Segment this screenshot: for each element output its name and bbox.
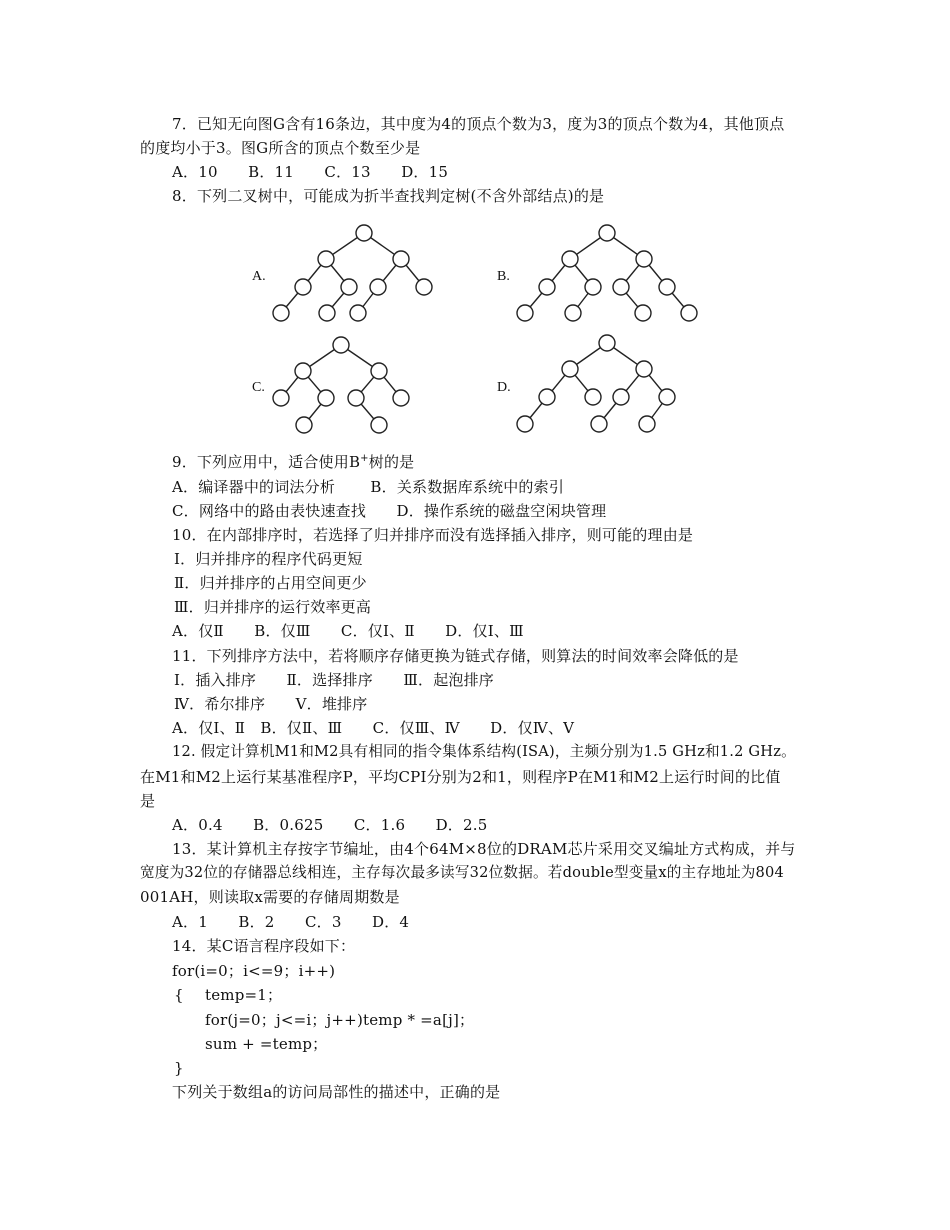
tree-b-label: B. <box>497 269 510 284</box>
q10-item1: Ⅰ．归并排序的程序代码更短 <box>174 550 363 568</box>
q14-tail: 下列关于数组a的访问局部性的描述中，正确的是 <box>172 1083 501 1101</box>
q14-code3: for(j=0；j<=i；j++)temp * =a[j]； <box>205 1011 475 1029</box>
q14-code2: temp=1； <box>205 986 283 1004</box>
q14-stem: 14．某C语言程序段如下： <box>172 937 356 955</box>
q13-line2: 宽度为32位的存储器总线相连，主存每次最多读写32位数据。若double型变量x的主存地址为804 <box>140 864 784 881</box>
q10-options: A．仅Ⅱ B．仅Ⅲ C．仅Ⅰ、Ⅱ D．仅Ⅰ、Ⅲ <box>172 622 524 640</box>
tree-c-label: C. <box>252 380 265 395</box>
q9-stem-pre: 9．下列应用中，适合使用B <box>172 453 361 471</box>
q13-line1: 13．某计算机主存按字节编址，由4个64M×8位的DRAM芯片采用交叉编址方式构成，并与 <box>172 840 796 858</box>
q9-opt1: A．编译器中的词法分析 B．关系数据库系统中的索引 <box>172 478 565 496</box>
q14-code-brace-close: } <box>174 1059 184 1077</box>
q14-code-brace-open: { <box>174 986 184 1004</box>
tree-d <box>485 328 695 438</box>
q12-options: A．0.4 B．0.625 C．1.6 D．2.5 <box>172 816 488 834</box>
q7-line1: 7．已知无向图G含有16条边，其中度为4的顶点个数为3，度为3的顶点个数为4，其他顶点 <box>172 115 785 133</box>
q12-line1: 12. 假定计算机M1和M2具有相同的指令集体系结构(ⅠSA)，主频分别为1.5 GHz和1.2 GHz。 <box>172 743 796 760</box>
q11-items2: Ⅳ．希尔排序 Ⅴ．堆排序 <box>174 695 368 713</box>
q14-code1: for(i=0；i<=9；i++) <box>172 962 336 980</box>
q10-item2: Ⅱ．归并排序的占用空间更少 <box>174 574 367 592</box>
q11-items1: Ⅰ．插入排序 Ⅱ．选择排序 Ⅲ．起泡排序 <box>174 671 494 689</box>
q11-options: A．仅Ⅰ、Ⅱ B．仅Ⅱ、Ⅲ C．仅Ⅲ、Ⅳ D．仅Ⅳ、Ⅴ <box>172 719 575 737</box>
tree-d-label: D. <box>497 380 511 395</box>
q9-opt2: C．网络中的路由表快速查找 D．操作系统的磁盘空闲块管理 <box>172 502 607 520</box>
q14-code4: sum + =temp； <box>205 1035 328 1053</box>
q7-line2: 的度均小于3。图G所含的顶点个数至少是 <box>140 139 421 157</box>
q9-stem-post: 树的是 <box>368 453 415 471</box>
q12-line2: 在M1和M2上运行某基准程序P，平均CPⅠ分别为2和1，则程序P在M1和M2上运行时间的比值 <box>140 768 781 786</box>
q9-stem-sup: + <box>360 453 369 464</box>
q13-line3: 001AH，则读取x需要的存储周期数是 <box>140 888 400 906</box>
q8-stem: 8．下列二叉树中，可能成为折半查找判定树(不含外部结点)的是 <box>172 187 605 205</box>
tree-c <box>240 328 450 438</box>
q7-options: A．10 B．11 C．13 D．15 <box>172 163 449 181</box>
q12-line3: 是 <box>140 792 156 810</box>
tree-a-label: A. <box>252 269 266 284</box>
q9-stem <box>172 452 414 472</box>
q10-item3: Ⅲ．归并排序的运行效率更高 <box>174 598 372 616</box>
q13-options: A．1 B．2 C．3 D．4 <box>172 913 410 931</box>
q10-stem: 10．在内部排序时，若选择了归并排序而没有选择插入排序，则可能的理由是 <box>172 526 694 544</box>
tree-a <box>240 215 450 325</box>
q11-stem: 11．下列排序方法中，若将顺序存储更换为链式存储，则算法的时间效率会降低的是 <box>172 647 739 665</box>
tree-b <box>485 215 705 325</box>
